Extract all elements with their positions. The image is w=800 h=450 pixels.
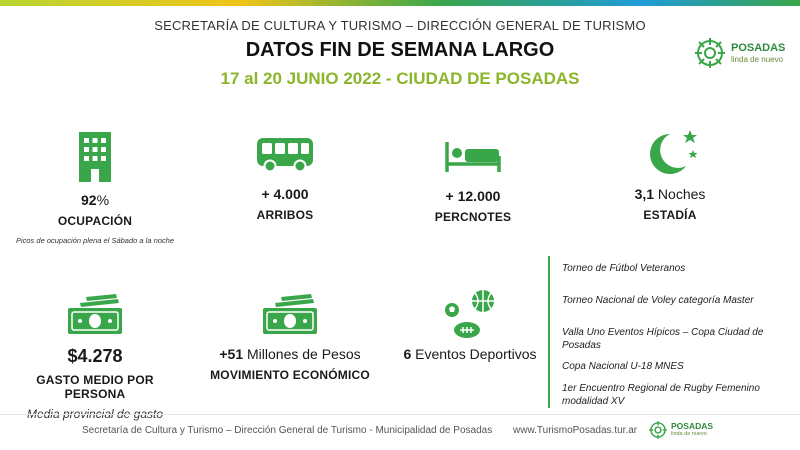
- organization-line: SECRETARÍA DE CULTURA Y TURISMO – DIRECCIÓN GENERAL DE TURISMO: [154, 18, 646, 33]
- spend-note: Media provincial de gasto: [26, 407, 164, 421]
- list-item: 1er Encuentro Regional de Rugby Femenino modalidad XV: [562, 383, 760, 407]
- stay-label: ESTADÍA: [643, 208, 697, 222]
- footer-credits: Secretaría de Cultura y Turismo – Dirección General de Turismo - Municipalidad de Posadas: [82, 425, 493, 436]
- sports-events-list: [548, 256, 798, 408]
- footer-logo: [648, 419, 718, 441]
- stat-occupancy: [10, 132, 180, 245]
- footer: [0, 414, 800, 444]
- money-icon: [261, 294, 319, 334]
- stat-economic: [205, 294, 375, 382]
- occupancy-value: 92%: [80, 192, 110, 208]
- stat-arrivals: [200, 138, 370, 222]
- stat-stay: [585, 128, 755, 222]
- page-title: DATOS FIN DE SEMANA LARGO: [245, 39, 555, 61]
- stay-value: 3,1 Noches: [634, 186, 706, 202]
- sports-value: 6 Eventos Deportivos: [403, 346, 537, 362]
- logo-tagline: linda de nuevo: [731, 55, 784, 64]
- stat-overnights: [388, 140, 558, 224]
- footer-logo-name: POSADAS: [671, 421, 714, 431]
- overnights-label: PERCNOTES: [434, 210, 512, 224]
- footer-logo-tagline: linda de nuevo: [671, 431, 707, 437]
- top-color-bar: [0, 0, 800, 6]
- posadas-logo: [693, 36, 793, 70]
- logo-name: POSADAS: [731, 42, 786, 54]
- occupancy-label: OCUPACIÓN: [57, 214, 133, 228]
- page-subtitle: 17 al 20 JUNIO 2022 - CIUDAD DE POSADAS: [220, 69, 580, 88]
- money-icon: [66, 294, 124, 334]
- bed-icon: [444, 140, 502, 174]
- posadas-logo-icon: [693, 36, 727, 70]
- occupancy-note: Picos de ocupación plena el Sábado a la noche: [15, 236, 175, 245]
- spend-value: $4.278: [67, 346, 123, 366]
- sports-balls-icon: [441, 288, 499, 340]
- footer-website-link[interactable]: www.TurismoPosadas.tur.ar: [513, 425, 638, 436]
- arrivals-value: + 4.000: [261, 186, 309, 202]
- bus-icon: [256, 138, 314, 172]
- overnights-value: + 12.000: [445, 188, 501, 204]
- arrivals-label: ARRIBOS: [256, 208, 314, 222]
- economic-label: MOVIMIENTO ECONÓMICO: [210, 368, 370, 382]
- header: [0, 18, 800, 89]
- list-item: Valla Uno Eventos Hípicos – Copa Ciudad de Posadas: [562, 327, 764, 351]
- list-item: Copa Nacional U-18 MNES: [562, 361, 684, 372]
- list-item: Torneo de Fútbol Veteranos: [562, 263, 686, 274]
- building-icon: [77, 132, 113, 182]
- moon-stars-icon: [640, 128, 700, 176]
- economic-value: +51 Millones de Pesos: [219, 346, 361, 362]
- list-item: Torneo Nacional de Voley categoría Master: [562, 295, 754, 306]
- spend-label: GASTO MEDIO POR PERSONA: [36, 373, 154, 401]
- posadas-logo-icon: [648, 420, 668, 440]
- stat-sports: [395, 288, 545, 362]
- stat-spend: [10, 294, 180, 421]
